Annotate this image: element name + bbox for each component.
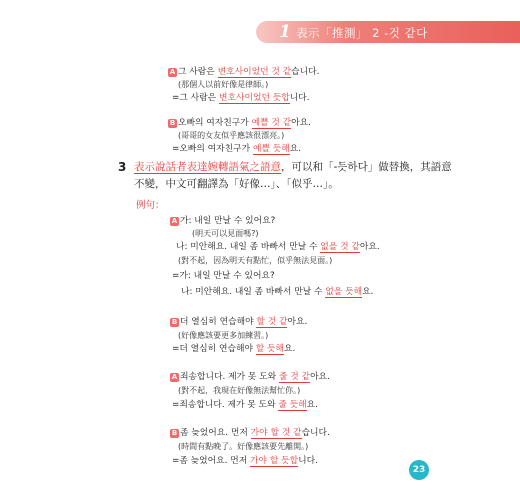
example1-line1: A 그 사람은 변호사이었던 것 같습니다.: [169, 67, 320, 77]
point-number: 3: [118, 160, 127, 174]
dialog-translation1: (明天可以見面嗎?): [192, 229, 259, 238]
example6-line1: B 좀 늦었어요. 먼저 가야 할 것 같습니다.: [171, 428, 330, 438]
example2-translation: (哥哥的女友似乎應該很漂亮。): [178, 131, 285, 140]
example5-line1: A 죄송합니다. 제가 못 도와 줄 것 같아요.: [171, 372, 330, 382]
page-number: 23: [409, 460, 429, 480]
examples-label: 例句：: [136, 200, 165, 211]
badge-b: B: [171, 429, 178, 437]
example1-line3: =그 사람은 변호사이었던 듯합니다.: [172, 93, 310, 103]
chapter-header: [256, 21, 520, 43]
example5-translation: (對不起，我現在好像無法幫忙你。): [178, 386, 301, 395]
example2-line3: =오빠의 여자친구가 예쁠 듯해요.: [172, 144, 302, 154]
badge-a: A: [171, 217, 178, 225]
chapter-number: 1: [279, 22, 291, 42]
dialog-translation2: (對不起，因為明天有點忙，似乎無法見面。): [178, 256, 333, 265]
example4-line1: B 더 열심히 연습해야 할 것 같아요.: [171, 317, 308, 327]
badge-a: A: [169, 68, 176, 76]
example6-translation: (時間有點晚了。好像應該要先離開。): [178, 442, 309, 451]
dialog-line1: A 가: 내일 만날 수 있어요?: [171, 216, 276, 226]
example2-line1: B 오빠의 여자친구가 예쁠 것 같아요.: [169, 118, 311, 128]
example5-line3: =죄송합니다. 제가 못 도와 줄 듯해요.: [172, 400, 318, 410]
example4-line3: =더 열심히 연습해야 할 듯해요.: [172, 344, 296, 354]
example4-translation: (好像應該要更多加練習。): [178, 331, 269, 340]
example1-translation: (那個人以前好像是律師。): [178, 80, 269, 89]
dialog-line3: 나: 미안해요. 내일 좀 바빠서 만날 수 없을 것 같아요.: [176, 242, 380, 252]
dialog-line6: 나: 미안해요. 내일 좀 바빠서 만날 수 없을 듯해요.: [181, 287, 374, 297]
badge-a: A: [171, 373, 178, 381]
point3-line1: 表示說話者表達婉轉語氣之語意，可以和「-듯하다」做替換，其語意: [134, 161, 452, 173]
chapter-title: 表示「推測」 2 -것 같다: [296, 26, 428, 40]
dialog-line5: =가: 내일 만날 수 있어요?: [172, 271, 275, 281]
badge-b: B: [169, 119, 176, 127]
example6-line3: =좀 늦었어요. 먼저 가야 할 듯합니다.: [172, 456, 318, 466]
point3-line2: 不變，中文可翻譯為「好像…」、「似乎…」。: [134, 178, 339, 190]
badge-b: B: [171, 318, 178, 326]
